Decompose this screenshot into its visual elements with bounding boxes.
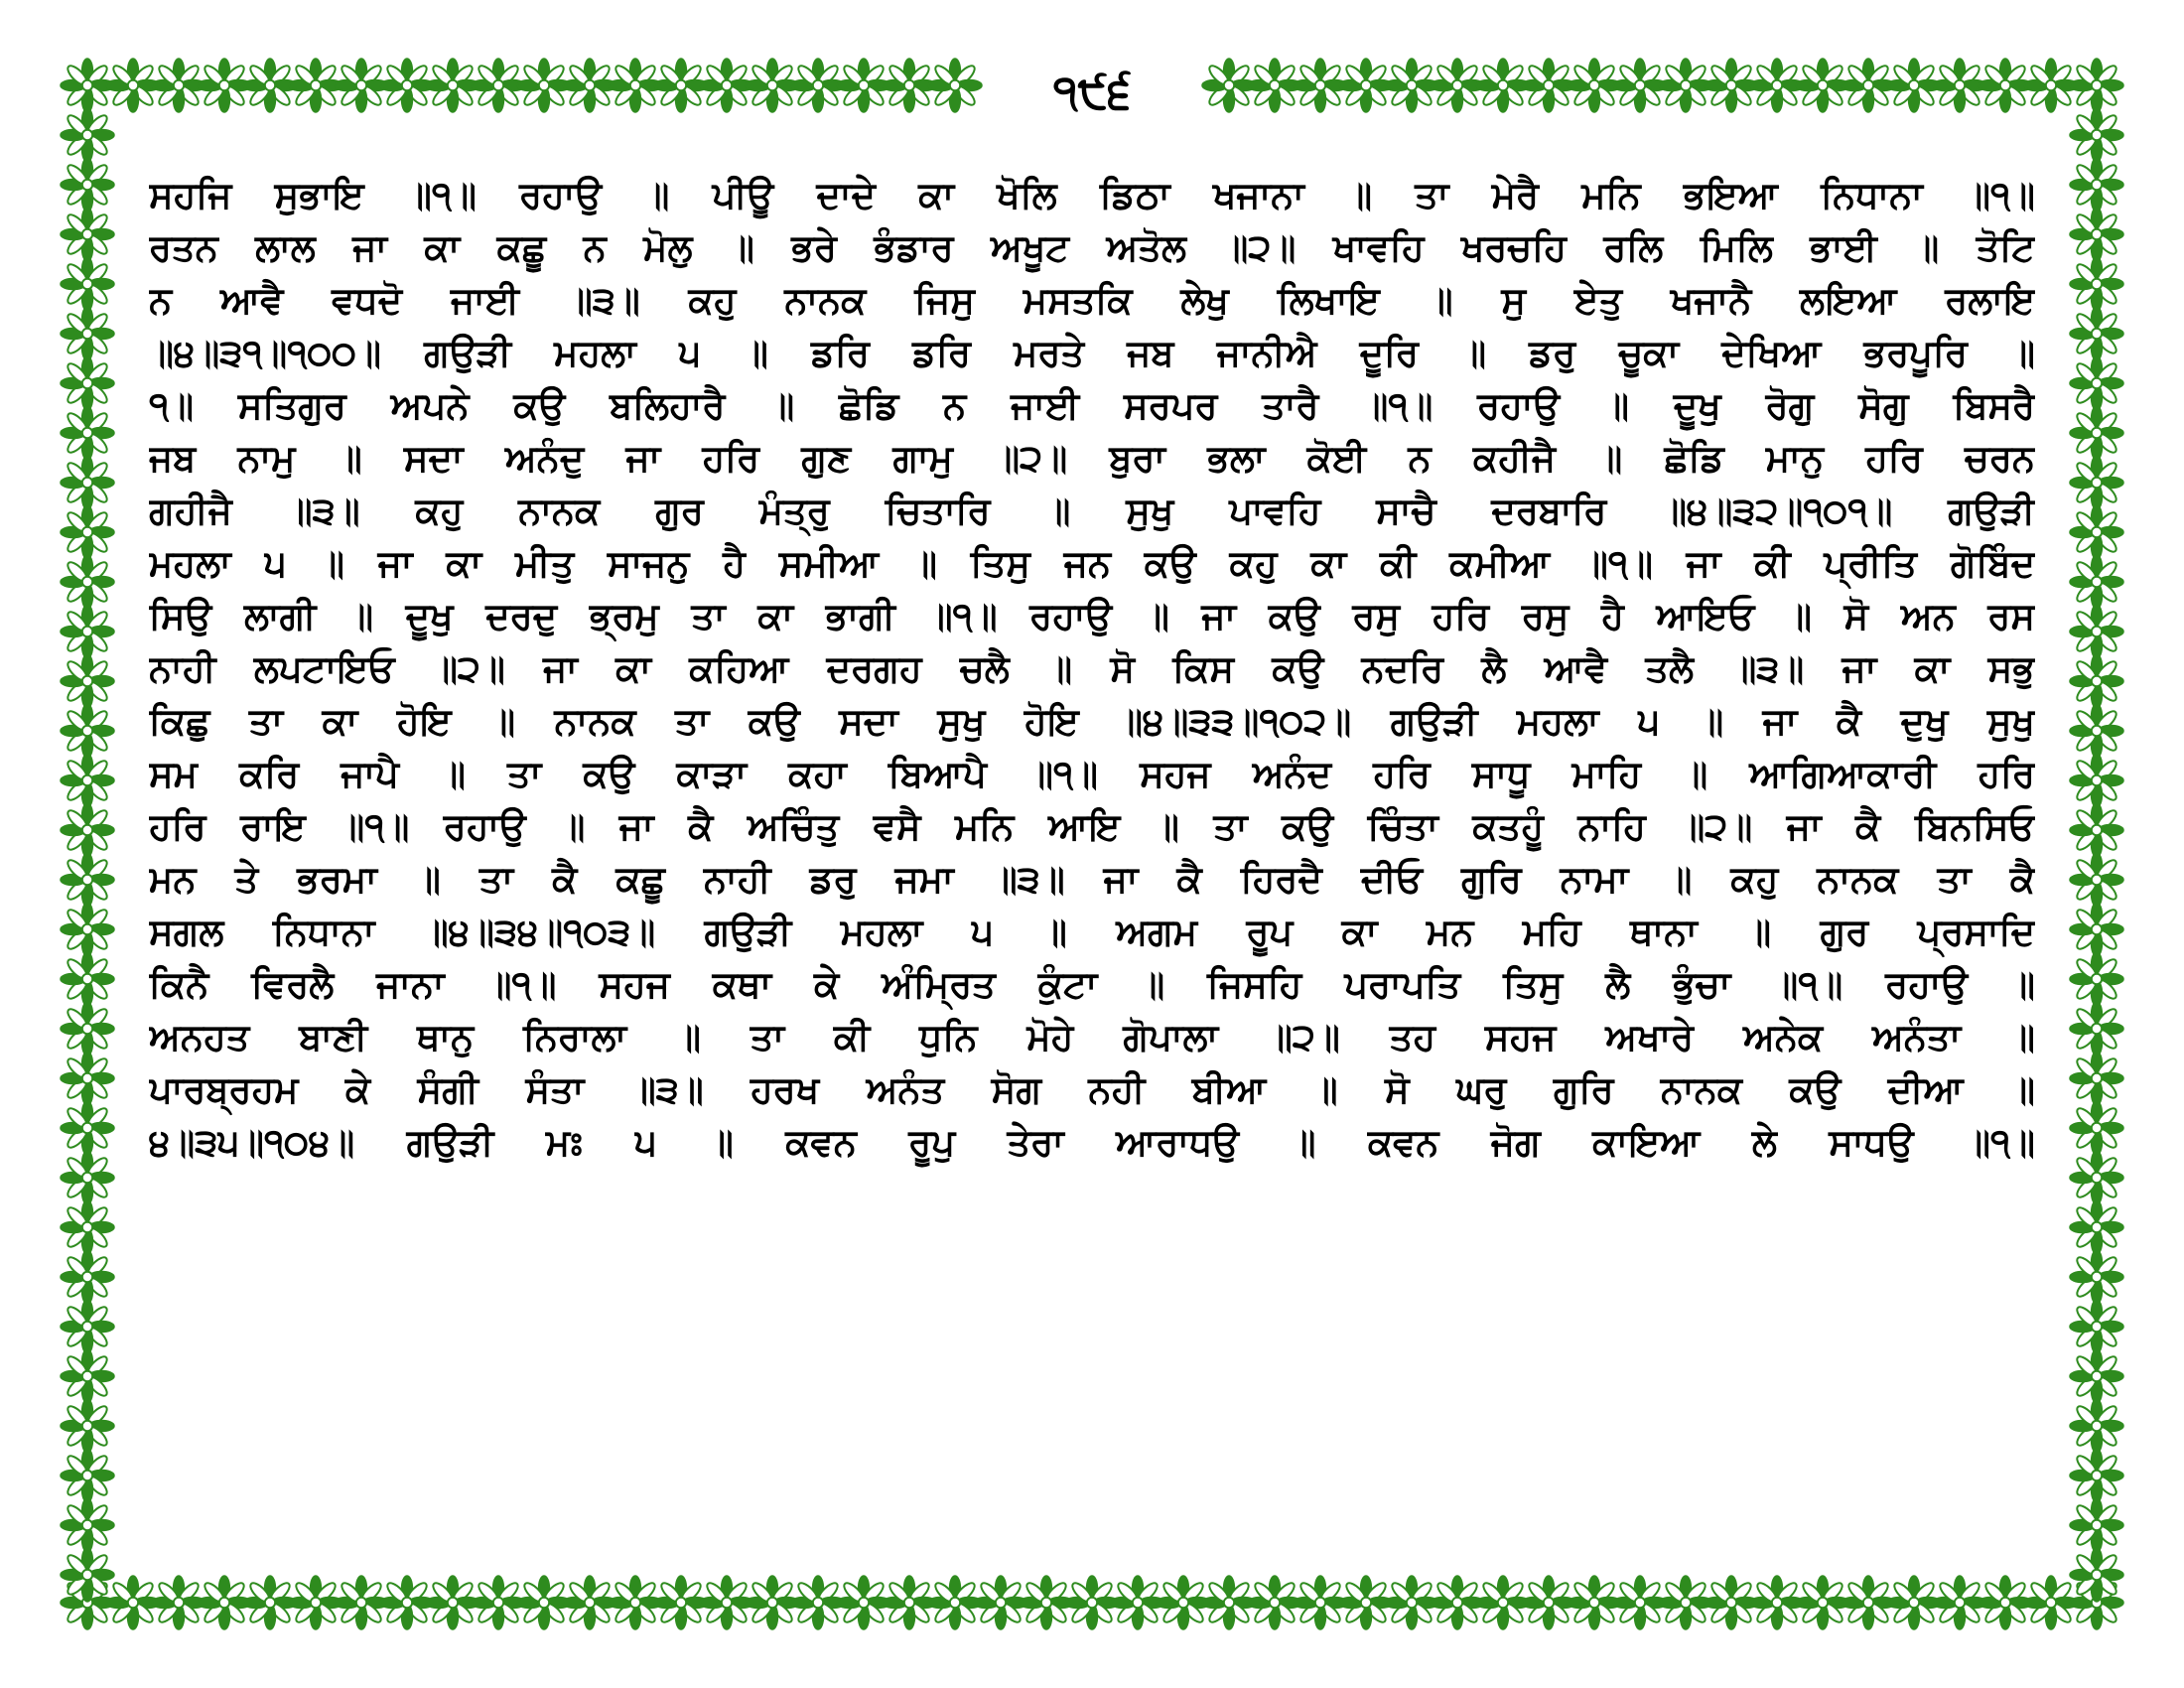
flower-icon [61,158,114,211]
flower-icon [2070,1399,2123,1453]
flower-icon [2070,555,2123,609]
flower-icon [2070,1002,2123,1055]
text-line: ਅਨਹਤ ਬਾਣੀ ਥਾਨੁ ਨਿਰਾਲਾ ॥ ਤਾ ਕੀ ਧੁਨਿ ਮੋਹੇ ਗੋਪਾਲਾ ॥੨॥ ਤਹ ਸਹਜ ਅਖਾਰੇ ਅਨੇਕ ਅਨੰਤਾ ॥ [149,1016,2035,1058]
text-line: ਮਨ ਤੇ ਭਰਮਾ ॥ ਤਾ ਕੈ ਕਛੂ ਨਾਹੀ ਡਰੁ ਜਮਾ ॥੩॥ ਜਾ ਕੈ ਹਿਰਦੈ ਦੀਓ ਗੁਰਿ ਨਾਮਾ ॥ ਕਹੁ ਨਾਨਕ ਤਾ ਕੈ [149,858,2035,901]
flower-icon [61,952,114,1006]
flower-icon [61,1498,114,1552]
flower-icon [2070,1349,2123,1403]
flower-icon [2070,1250,2123,1304]
text-line: ਨ ਆਵੈ ਵਧਦੋ ਜਾਈ ॥੩॥ ਕਹੁ ਨਾਨਕ ਜਿਸੁ ਮਸਤਕਿ ਲੇਖੁ ਲਿਖਾਇ ॥ ਸੁ ਏਤੁ ਖਜਾਨੈ ਲਇਆ ਰਲਾਇ [149,279,2035,322]
flower-icon [61,754,114,807]
flower-icon [61,1151,114,1204]
text-line: ਸਿਉ ਲਾਗੀ ॥ ਦੂਖੁ ਦਰਦੁ ਭ੍ਰਮੁ ਤਾ ਕਾ ਭਾਗੀ ॥੧॥ ਰਹਾਉ ॥ ਜਾ ਕਉ ਰਸੁ ਹਰਿ ਰਸੁ ਹੈ ਆਇਓ ॥ ਸੋ ਅਨ ਰਸ [149,595,2035,637]
text-line: ਨਾਹੀ ਲਪਟਾਇਓ ॥੨॥ ਜਾ ਕਾ ਕਹਿਆ ਦਰਗਹ ਚਲੈ ॥ ਸੋ ਕਿਸ ਕਉ ਨਦਰਿ ਲੈ ਆਵੈ ਤਲੈ ॥੩॥ ਜਾ ਕਾ ਸਭੁ [149,647,2035,690]
flower-icon [2070,803,2123,857]
flower-icon [2070,456,2123,509]
flower-icon [2070,208,2123,261]
flower-icon [2070,654,2123,708]
text-line: ਹਰਿ ਰਾਇ ॥੧॥ ਰਹਾਉ ॥ ਜਾ ਕੈ ਅਚਿੰਤੁ ਵਸੈ ਮਨਿ ਆਇ ॥ ਤਾ ਕਉ ਚਿੰਤਾ ਕਤਹੂੰ ਨਾਹਿ ॥੨॥ ਜਾ ਕੈ ਬਿਨਸਿਓ [149,805,2035,848]
flower-icon [2070,108,2123,162]
flower-icon [2070,1101,2123,1155]
flower-icon [2070,1151,2123,1204]
flower-icon [61,1101,114,1155]
flower-icon [2070,1200,2123,1254]
flower-icon [61,803,114,857]
flower-icon [2070,605,2123,658]
flower-icon [61,1200,114,1254]
text-line: ਕਿਨੈ ਵਿਰਲੈ ਜਾਨਾ ॥੧॥ ਸਹਜ ਕਥਾ ਕੇ ਅੰਮ੍ਰਿਤ ਕੁੰਟਾ ॥ ਜਿਸਹਿ ਪਰਾਪਤਿ ਤਿਸੁ ਲੈ ਭੁੰਚਾ ॥੧॥ ਰਹਾਉ ॥ [149,963,2035,1006]
flower-icon [2070,1548,2123,1602]
text-line: ਕਿਛੁ ਤਾ ਕਾ ਹੋਇ ॥ ਨਾਨਕ ਤਾ ਕਉ ਸਦਾ ਸੁਖੁ ਹੋਇ ॥੪॥੩੩॥੧੦੨॥ ਗਉੜੀ ਮਹਲਾ ੫ ॥ ਜਾ ਕੈ ਦੁਖੁ ਸੁਖੁ [149,700,2035,743]
flower-icon [61,108,114,162]
flower-icon [61,1349,114,1403]
flower-icon [2070,704,2123,758]
text-line: ॥੪॥੩੧॥੧੦੦॥ ਗਉੜੀ ਮਹਲਾ ੫ ॥ ਡਰਿ ਡਰਿ ਮਰਤੇ ਜਬ ਜਾਨੀਐ ਦੂਰਿ ॥ ਡਰੁ ਚੂਕਾ ਦੇਖਿਆ ਭਰਪੂਰਿ ॥ [149,332,2035,374]
flower-icon [2070,1300,2123,1353]
text-line: ਜਬ ਨਾਮੁ ॥ ਸਦਾ ਅਨੰਦੁ ਜਾ ਹਰਿ ਗੁਣ ਗਾਮੁ ॥੨॥ ਬੁਰਾ ਭਲਾ ਕੋਈ ਨ ਕਹੀਜੈ ॥ ਛੋਡਿ ਮਾਨੁ ਹਰਿ ਚਰਨ [149,437,2035,480]
text-line: ਮਹਲਾ ੫ ॥ ਜਾ ਕਾ ਮੀਤੁ ਸਾਜਨੁ ਹੈ ਸਮੀਆ ॥ ਤਿਸੁ ਜਨ ਕਉ ਕਹੁ ਕਾ ਕੀ ਕਮੀਆ ॥੧॥ ਜਾ ਕੀ ਪ੍ਰੀਤਿ ਗੋਬਿੰਦ [149,542,2035,585]
flower-icon [2070,1052,2123,1105]
flower-icon [2070,903,2123,956]
flower-icon [2070,307,2123,360]
flower-icon [61,853,114,907]
flower-icon [61,1250,114,1304]
flower-icon [61,903,114,956]
flower-icon [2070,1498,2123,1552]
flower-icon [2070,59,2123,112]
text-line: ਪਾਰਬ੍ਰਹਮ ਕੇ ਸੰਗੀ ਸੰਤਾ ॥੩॥ ਹਰਖ ਅਨੰਤ ਸੋਗ ਨਹੀ ਬੀਆ ॥ ਸੋ ਘਰੁ ਗੁਰਿ ਨਾਨਕ ਕਉ ਦੀਆ ॥ [149,1068,2035,1111]
text-line: ਗਹੀਜੈ ॥੩॥ ਕਹੁ ਨਾਨਕ ਗੁਰ ਮੰਤ੍ਰੁ ਚਿਤਾਰਿ ॥ ਸੁਖੁ ਪਾਵਹਿ ਸਾਚੈ ਦਰਬਾਰਿ ॥੪॥੩੨॥੧੦੧॥ ਗਉੜੀ [149,490,2035,532]
text-line: ਰਤਨ ਲਾਲ ਜਾ ਕਾ ਕਛੂ ਨ ਮੋਲੁ ॥ ਭਰੇ ਭੰਡਾਰ ਅਖੂਟ ਅਤੋਲ ॥੨॥ ਖਾਵਹਿ ਖਰਚਹਿ ਰਲਿ ਮਿਲਿ ਭਾਈ ॥ ਤੋਟਿ [149,226,2035,269]
flower-icon [2070,158,2123,211]
text-line: ਸਗਲ ਨਿਧਾਨਾ ॥੪॥੩੪॥੧੦੩॥ ਗਉੜੀ ਮਹਲਾ ੫ ॥ ਅਗਮ ਰੂਪ ਕਾ ਮਨ ਮਹਿ ਥਾਨਾ ॥ ਗੁਰ ਪ੍ਰਸਾਦਿ [149,911,2035,953]
flower-icon [2070,257,2123,311]
text-line: ੧॥ ਸਤਿਗੁਰ ਅਪਨੇ ਕਉ ਬਲਿਹਾਰੈ ॥ ਛੋਡਿ ਨ ਜਾਈ ਸਰਪਰ ਤਾਰੈ ॥੧॥ ਰਹਾਉ ॥ ਦੂਖੁ ਰੋਗੁ ਸੋਗੁ ਬਿਸਰੈ [149,384,2035,427]
page-number: ੧੯੬ [1003,64,1181,119]
flower-icon [61,1300,114,1353]
flower-icon [61,356,114,410]
flower-icon [2070,853,2123,907]
scripture-text [149,169,2035,1539]
flower-icon [2070,356,2123,410]
flower-icon [61,1052,114,1105]
flower-icon [61,1548,114,1602]
flower-icon [61,1002,114,1055]
flower-icon [61,605,114,658]
flower-icon [61,1399,114,1453]
flower-icon [61,307,114,360]
flower-icon [2070,754,2123,807]
text-line: ਸਮ ਕਰਿ ਜਾਪੈ ॥ ਤਾ ਕਉ ਕਾੜਾ ਕਹਾ ਬਿਆਪੈ ॥੧॥ ਸਹਜ ਅਨੰਦ ਹਰਿ ਸਾਧੂ ਮਾਹਿ ॥ ਆਗਿਆਕਾਰੀ ਹਰਿ [149,753,2035,795]
flower-icon [61,654,114,708]
text-line: ੪॥੩੫॥੧੦੪॥ ਗਉੜੀ ਮਃ ੫ ॥ ਕਵਨ ਰੂਪੁ ਤੇਰਾ ਆਰਾਧਉ ॥ ਕਵਨ ਜੋਗ ਕਾਇਆ ਲੇ ਸਾਧਉ ॥੧॥ [149,1121,2035,1164]
flower-icon [61,1449,114,1502]
flower-icon [2070,406,2123,460]
flower-icon [61,208,114,261]
flower-icon [61,505,114,559]
text-line: ਸਹਜਿ ਸੁਭਾਇ ॥੧॥ ਰਹਾਉ ॥ ਪੀਊ ਦਾਦੇ ਕਾ ਖੋਲਿ ਡਿਠਾ ਖਜਾਨਾ ॥ ਤਾ ਮੇਰੈ ਮਨਿ ਭਇਆ ਨਿਧਾਨਾ ॥੧॥ [149,174,2035,216]
flower-icon [61,704,114,758]
flower-icon [2070,1449,2123,1502]
flower-icon [928,59,982,112]
flower-icon [2070,952,2123,1006]
flower-icon [61,406,114,460]
flower-icon [61,555,114,609]
flower-icon [61,456,114,509]
flower-icon [61,257,114,311]
flower-icon [2070,505,2123,559]
